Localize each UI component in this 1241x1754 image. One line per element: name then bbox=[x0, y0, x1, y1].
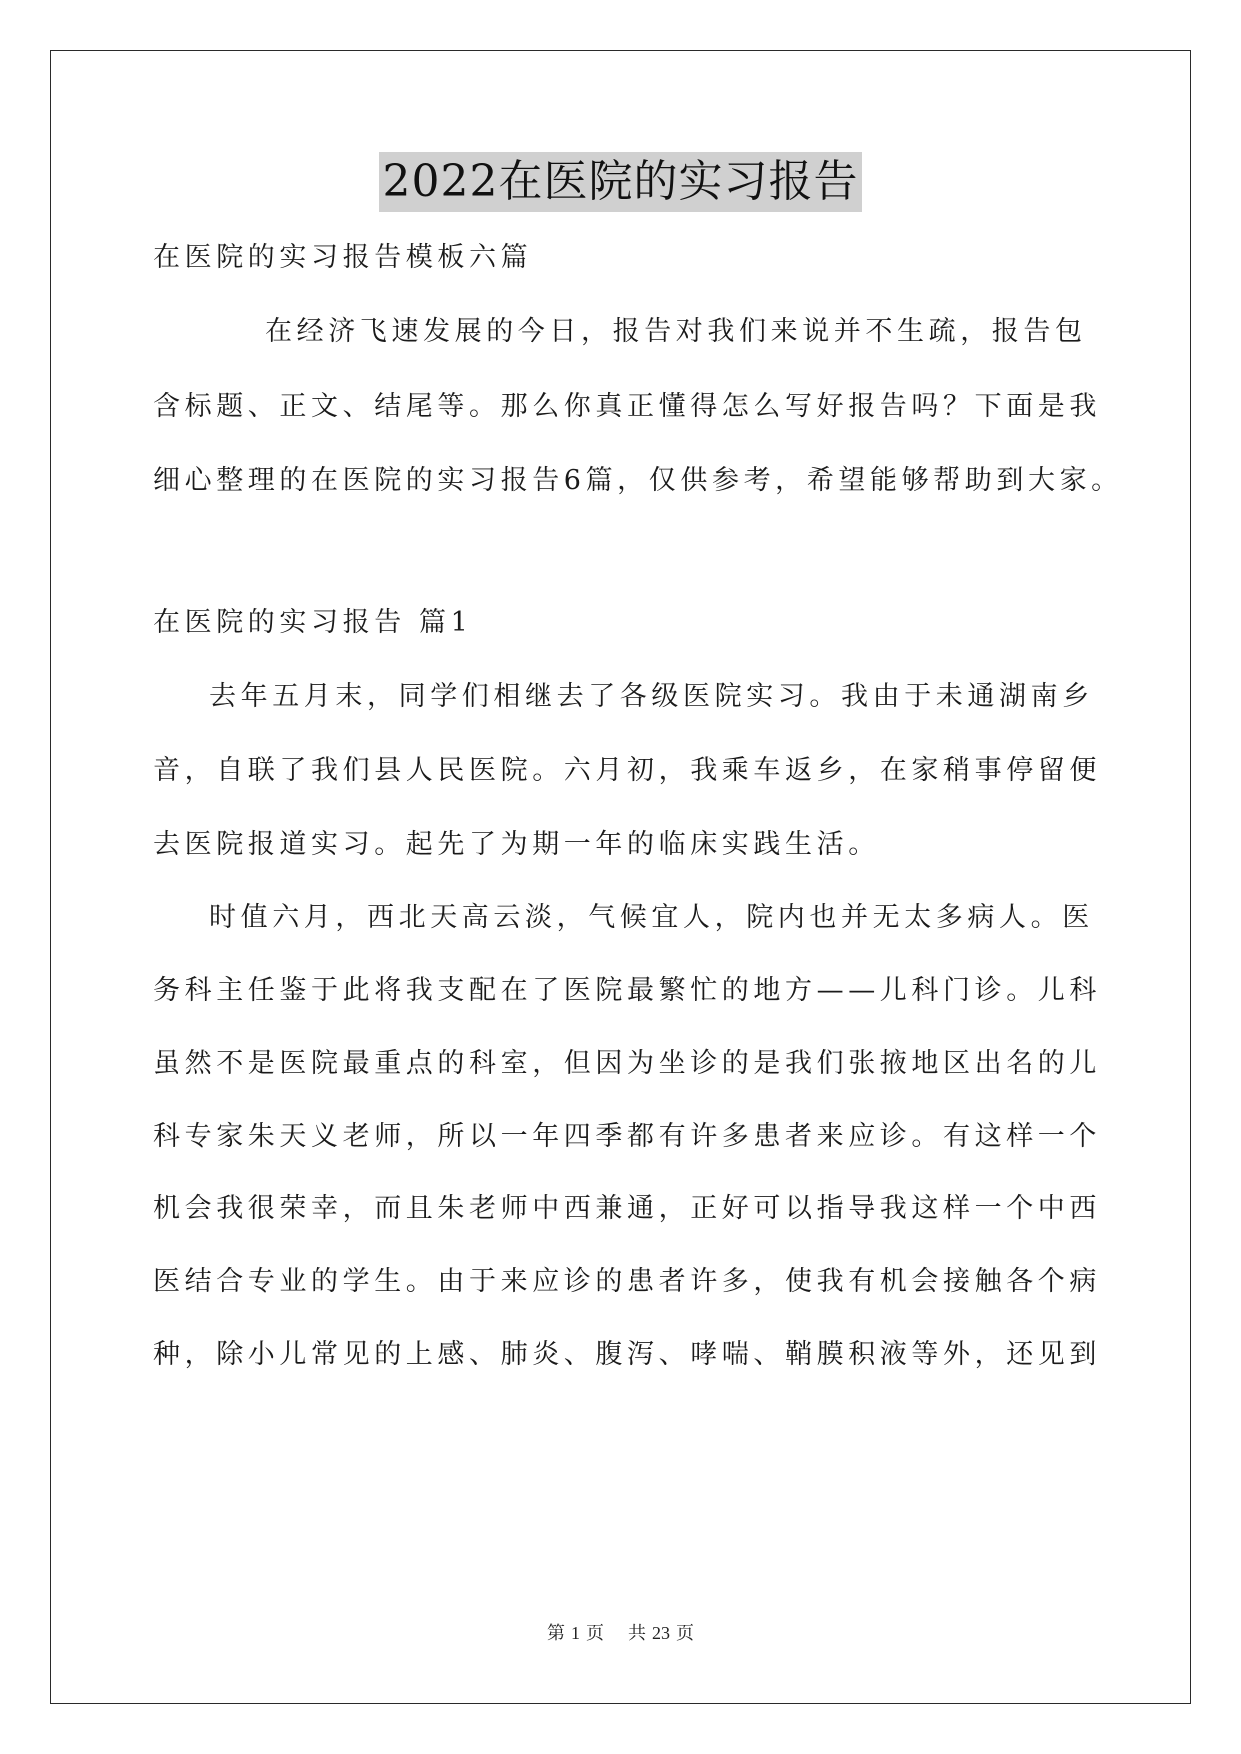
body-line: 时值六月，西北天高云淡，气候宜人，院内也并无太多病人。医 bbox=[209, 902, 1094, 933]
intro-line: 细心整理的在医院的实习报告6篇，仅供参考，希望能够帮助到大家。 bbox=[153, 465, 1123, 496]
intro-line: 在经济飞速发展的今日，报告对我们来说并不生疏，报告包 bbox=[265, 316, 1087, 347]
body-line: 务科主任鉴于此将我支配在了医院最繁忙的地方——儿科门诊。儿科 bbox=[153, 975, 1101, 1006]
body-line: 科专家朱天义老师，所以一年四季都有许多患者来应诊。有这样一个 bbox=[153, 1121, 1101, 1152]
section-heading: 在医院的实习报告 篇1 bbox=[153, 607, 473, 638]
body-line: 音，自联了我们县人民医院。六月初，我乘车返乡，在家稍事停留便 bbox=[153, 755, 1101, 786]
page-label-suffix: 页 bbox=[586, 1623, 604, 1643]
body-line: 去年五月末，同学们相继去了各级医院实习。我由于未通湖南乡 bbox=[209, 681, 1094, 712]
body-line: 虽然不是医院最重点的科室，但因为坐诊的是我们张掖地区出名的儿 bbox=[153, 1048, 1101, 1079]
page-border bbox=[50, 50, 1191, 1704]
page-footer bbox=[0, 1620, 1241, 1646]
page-number: 1 bbox=[571, 1623, 580, 1643]
page-label-prefix: 第 bbox=[547, 1623, 565, 1643]
intro-line: 含标题、正文、结尾等。那么你真正懂得怎么写好报告吗？下面是我 bbox=[153, 391, 1101, 422]
document-subtitle: 在医院的实习报告模板六篇 bbox=[153, 242, 533, 273]
total-label-prefix: 共 bbox=[628, 1623, 646, 1643]
total-label-suffix: 页 bbox=[676, 1623, 694, 1643]
total-pages: 23 bbox=[652, 1623, 670, 1643]
body-line: 机会我很荣幸，而且朱老师中西兼通，正好可以指导我这样一个中西 bbox=[153, 1193, 1101, 1224]
body-line: 医结合专业的学生。由于来应诊的患者许多，使我有机会接触各个病 bbox=[153, 1266, 1101, 1297]
body-line: 种，除小儿常见的上感、肺炎、腹泻、哮喘、鞘膜积液等外，还见到 bbox=[153, 1339, 1101, 1370]
document-title: 2022在医院的实习报告 bbox=[379, 152, 863, 212]
title-container bbox=[0, 152, 1241, 212]
body-line: 去医院报道实习。起先了为期一年的临床实践生活。 bbox=[153, 829, 880, 860]
